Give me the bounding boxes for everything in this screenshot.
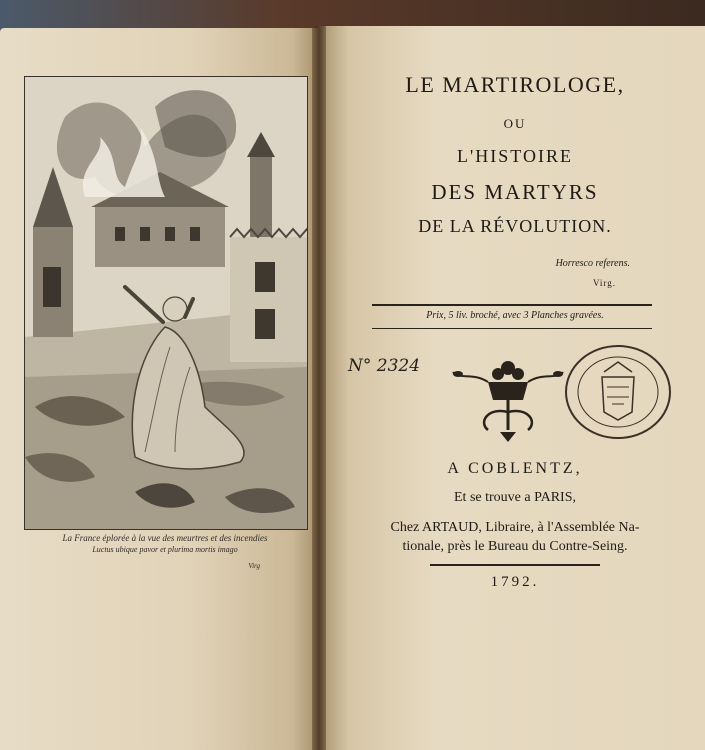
frontispiece-caption [24, 532, 306, 570]
caption-line-1: La France éplorée à la vue des meurtres et des incendies [62, 533, 268, 543]
epigraph-author: Virg. [592, 278, 616, 288]
imprint-city: A COBLENTZ, [447, 460, 583, 477]
publication-year: 1792. [490, 574, 540, 590]
library-stamp-icon [562, 342, 674, 442]
title-line-5: DE LA RÉVOLUTION. [418, 216, 612, 236]
imprint-line-4: tionale, près le Bureau du Contre-Seing. [402, 539, 628, 554]
title-line-3: L'HISTOIRE [457, 146, 573, 166]
basket-ornament-icon [448, 352, 568, 448]
handwritten-inventory-number: N° 2324 [348, 356, 421, 376]
book-title: LE MARTIROLOGE, [405, 72, 625, 97]
imprint-line-3: Chez ARTAUD, Libraire, à l'Assemblée Na- [390, 520, 640, 535]
title-line-4: DES MARTYRS [431, 180, 599, 204]
title-ou: OU [503, 116, 527, 131]
caption-signature: Virg [248, 562, 260, 570]
rule-top [372, 304, 652, 306]
book-gutter [312, 26, 326, 750]
frontispiece-engraving [24, 76, 308, 530]
epigraph: Horresco referens. [555, 258, 630, 269]
caption-line-2: Luctus ubique pavor et plurima mortis imago [92, 545, 238, 554]
rule-imprint [430, 564, 600, 566]
price-line: Prix, 5 liv. broché, avec 3 Planches gravées. [426, 310, 604, 321]
rule-bottom [372, 328, 652, 329]
imprint-line-2: Et se trouve a PARIS, [454, 490, 576, 505]
